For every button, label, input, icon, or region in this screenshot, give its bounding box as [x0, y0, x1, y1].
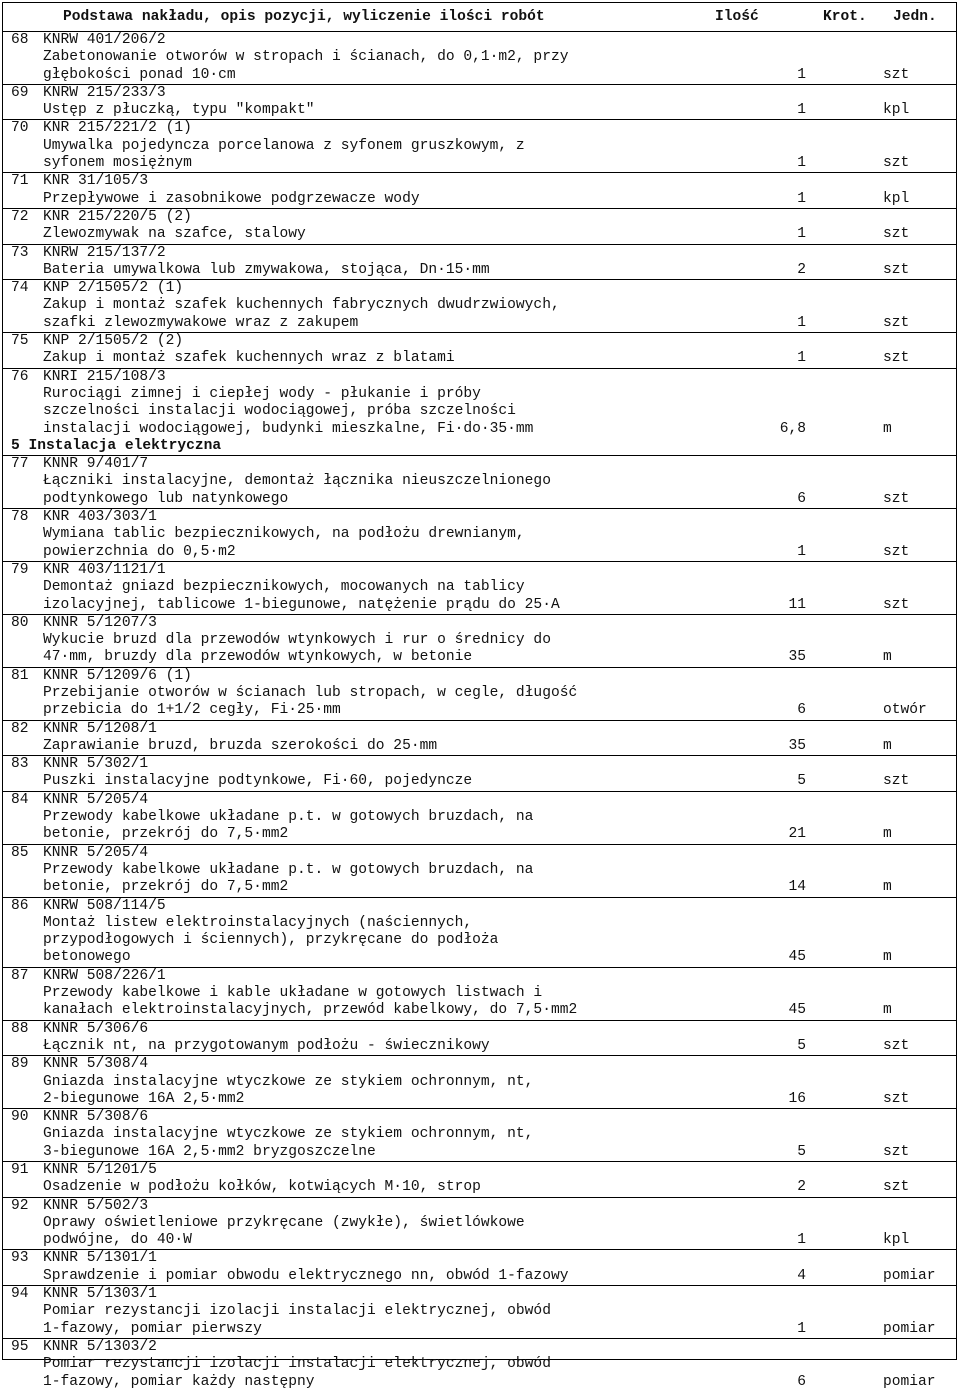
table-row — [3, 32, 956, 85]
item-number: 78 — [11, 509, 29, 526]
item-quantity: 1 — [797, 226, 806, 243]
item-number: 83 — [11, 756, 29, 773]
table-row — [3, 509, 956, 562]
item-description: Łącznik nt, na przygotowanym podłożu - świecznikowy — [43, 1037, 490, 1054]
item-description: głębokości ponad 10·cm — [43, 66, 236, 83]
item-number: 76 — [11, 368, 29, 385]
table-row — [3, 456, 956, 509]
item-unit: kpl — [883, 1232, 910, 1249]
item-description: Oprawy oświetleniowe przykręcane (zwykłe), świetlówkowe — [43, 1214, 525, 1231]
item-code: KNNR 5/502/3 — [43, 1197, 149, 1214]
cost-estimate-table — [2, 2, 957, 1390]
item-description: Zaprawianie bruzd, bruzda szerokości do 25·mm — [43, 737, 438, 754]
item-number: 88 — [11, 1020, 29, 1037]
item-quantity: 6 — [797, 702, 806, 719]
item-unit: szt — [883, 1179, 910, 1196]
item-unit: szt — [883, 1090, 910, 1107]
item-unit: pomiar — [883, 1373, 936, 1390]
item-description: 1-fazowy, pomiar pierwszy — [43, 1320, 262, 1337]
item-number: 71 — [11, 173, 29, 190]
table-row — [3, 756, 956, 792]
item-unit: szt — [883, 261, 910, 278]
item-quantity: 6,8 — [779, 420, 806, 437]
item-quantity: 1 — [797, 155, 806, 172]
item-number: 68 — [11, 32, 29, 48]
item-description: 1-fazowy, pomiar każdy następny — [43, 1373, 315, 1390]
item-description: 2-biegunowe 16A 2,5·mm2 — [43, 1090, 245, 1107]
item-description: Ustęp z płuczką, typu "kompakt" — [43, 102, 315, 119]
item-code: KNNR 5/1201/5 — [43, 1162, 157, 1178]
table-row — [3, 1339, 956, 1391]
item-unit: szt — [883, 1037, 910, 1054]
header-multiplier: Krot. — [823, 9, 867, 25]
item-description: izolacyjnej, tablicowe 1-biegunowe, natężenie prądu do 25·A — [43, 596, 560, 613]
item-number: 82 — [11, 720, 29, 737]
item-number: 75 — [11, 333, 29, 350]
item-description: Wymiana tablic bezpiecznikowych, na podłożu drewnianym, — [43, 526, 525, 543]
item-quantity: 4 — [797, 1267, 806, 1284]
item-description: Gniazda instalacyjne wtyczkowe ze stykiem ochronnym, nt, — [43, 1126, 534, 1143]
item-number: 69 — [11, 84, 29, 101]
item-code: KNNR 5/306/6 — [43, 1020, 149, 1037]
item-unit: m — [883, 879, 892, 896]
item-quantity: 45 — [788, 949, 806, 966]
item-description: kanałach elektroinstalacyjnych, przewód kabelkowy, do 7,5·mm2 — [43, 1002, 578, 1019]
item-code: KNNR 5/1303/2 — [43, 1338, 157, 1355]
item-description: Przewody kabelkowe układane p.t. w gotowych bruzdach, na — [43, 861, 534, 878]
table-row — [3, 85, 956, 121]
item-number: 70 — [11, 120, 29, 137]
item-unit: szt — [883, 490, 910, 507]
item-code: KNR 215/221/2 (1) — [43, 120, 192, 137]
table-row — [3, 280, 956, 333]
item-quantity: 35 — [788, 737, 806, 754]
item-number: 77 — [11, 456, 29, 473]
item-quantity: 16 — [788, 1090, 806, 1107]
item-unit: m — [883, 649, 892, 666]
rows-plumbing — [3, 32, 956, 438]
item-code: KNR 403/1121/1 — [43, 561, 166, 578]
item-code: KNNR 5/1209/6 (1) — [43, 667, 192, 684]
item-code: KNNR 5/1208/1 — [43, 720, 157, 737]
item-description: podtynkowego lub natynkowego — [43, 490, 289, 507]
item-unit: m — [883, 826, 892, 843]
rows-electrical — [3, 456, 956, 1391]
header-description: Podstawa nakładu, opis pozycji, wyliczenie ilości robót — [63, 9, 545, 25]
item-description: Zabetonowanie otworów w stropach i ścianach, do 0,1·m2, przy — [43, 49, 569, 66]
item-description: syfonem mosiężnym — [43, 155, 192, 172]
table-row — [3, 1056, 956, 1109]
item-description: Pomiar rezystancji izolacji instalacji elektrycznej, obwód — [43, 1303, 551, 1320]
item-unit: kpl — [883, 102, 910, 119]
table-row — [3, 792, 956, 845]
item-code: KNNR 5/302/1 — [43, 756, 149, 773]
table-row — [3, 1198, 956, 1251]
item-description: Przepływowe i zasobnikowe podgrzewacze wody — [43, 190, 420, 207]
item-code: KNP 2/1505/2 (1) — [43, 280, 184, 297]
item-description: Wykucie bruzd dla przewodów wtynkowych i rur o średnicy do — [43, 632, 551, 649]
item-description: betonowego — [43, 949, 131, 966]
item-unit: pomiar — [883, 1320, 936, 1337]
table-row — [3, 245, 956, 281]
item-number: 87 — [11, 967, 29, 984]
item-number: 72 — [11, 208, 29, 225]
item-code: KNR 403/303/1 — [43, 509, 157, 526]
item-description: Puszki instalacyjne podtynkowe, Fi·60, pojedyncze — [43, 773, 473, 790]
item-description: podwójne, do 40·W — [43, 1232, 192, 1249]
item-description: betonie, przekrój do 7,5·mm2 — [43, 826, 289, 843]
item-number: 74 — [11, 280, 29, 297]
item-code: KNRW 215/137/2 — [43, 244, 166, 261]
item-quantity: 1 — [797, 1232, 806, 1249]
item-description: Przewody kabelkowe układane p.t. w gotowych bruzdach, na — [43, 809, 534, 826]
item-quantity: 5 — [797, 1037, 806, 1054]
header-quantity: Ilość — [715, 9, 759, 25]
item-code: KNR 215/220/5 (2) — [43, 208, 192, 225]
item-code: KNNR 5/308/6 — [43, 1109, 149, 1126]
item-description: instalacji wodociągowej, budynki mieszkalne, Fi·do·35·mm — [43, 420, 534, 437]
item-description: Zakup i montaż szafek kuchennych fabrycznych dwudrzwiowych, — [43, 297, 560, 314]
item-unit: m — [883, 737, 892, 754]
table-row — [3, 173, 956, 209]
item-description: Łączniki instalacyjne, demontaż łącznika nieuszczelnionego — [43, 473, 551, 490]
item-number: 94 — [11, 1286, 29, 1303]
section-heading: 5 Instalacja elektryczna — [3, 438, 956, 456]
table-row — [3, 1162, 956, 1198]
table-row — [3, 209, 956, 245]
item-quantity: 11 — [788, 596, 806, 613]
table-row — [3, 968, 956, 1021]
item-unit: otwór — [883, 702, 927, 719]
item-description: przebicia do 1+1/2 cegły, Fi·25·mm — [43, 702, 341, 719]
item-number: 95 — [11, 1338, 29, 1355]
table-row — [3, 333, 956, 369]
item-code: KNRW 401/206/2 — [43, 32, 166, 48]
item-description: szczelności instalacji wodociągowej, próba szczelności — [43, 403, 516, 420]
item-code: KNNR 5/1301/1 — [43, 1250, 157, 1267]
item-code: KNRW 215/233/3 — [43, 84, 166, 101]
item-number: 86 — [11, 897, 29, 914]
item-unit: szt — [883, 66, 910, 83]
item-quantity: 2 — [797, 261, 806, 278]
item-description: Umywalka pojedyncza porcelanowa z syfonem gruszkowym, z — [43, 137, 525, 154]
item-quantity: 1 — [797, 543, 806, 560]
item-quantity: 6 — [797, 490, 806, 507]
table-header — [3, 3, 956, 32]
item-description: Rurociągi zimnej i ciepłej wody - płukanie i próby — [43, 385, 481, 402]
item-unit: m — [883, 1002, 892, 1019]
table-row — [3, 845, 956, 898]
item-description: szafki zlewozmywakowe wraz z zakupem — [43, 314, 359, 331]
item-unit: m — [883, 420, 892, 437]
item-number: 79 — [11, 561, 29, 578]
item-description: Przebijanie otworów w ścianach lub stropach, w cegle, długość — [43, 684, 578, 701]
item-code: KNRI 215/108/3 — [43, 368, 166, 385]
item-description: Demontaż gniazd bezpiecznikowych, mocowanych na tablicy — [43, 579, 525, 596]
item-quantity: 35 — [788, 649, 806, 666]
item-code: KNRW 508/114/5 — [43, 897, 166, 914]
item-code: KNNR 9/401/7 — [43, 456, 149, 473]
item-quantity: 6 — [797, 1373, 806, 1390]
item-description: Przewody kabelkowe i kable układane w gotowych listwach i — [43, 985, 543, 1002]
item-code: KNP 2/1505/2 (2) — [43, 333, 184, 350]
item-unit: szt — [883, 543, 910, 560]
item-number: 89 — [11, 1056, 29, 1073]
item-unit: m — [883, 949, 892, 966]
item-unit: szt — [883, 314, 910, 331]
item-quantity: 45 — [788, 1002, 806, 1019]
table-row — [3, 369, 956, 438]
item-code: KNNR 5/1303/1 — [43, 1286, 157, 1303]
item-unit: szt — [883, 1143, 910, 1160]
item-code: KNNR 5/205/4 — [43, 844, 149, 861]
table-row — [3, 1250, 956, 1286]
item-description: Gniazda instalacyjne wtyczkowe ze stykiem ochronnym, nt, — [43, 1073, 534, 1090]
item-unit: kpl — [883, 190, 910, 207]
item-description: Osadzenie w podłożu kołków, kotwiących M·10, strop — [43, 1179, 481, 1196]
item-number: 93 — [11, 1250, 29, 1267]
item-description: 3-biegunowe 16A 2,5·mm2 bryzgoszczelne — [43, 1143, 376, 1160]
item-quantity: 5 — [797, 773, 806, 790]
item-quantity: 1 — [797, 1320, 806, 1337]
item-number: 73 — [11, 244, 29, 261]
table-row — [3, 1021, 956, 1057]
item-quantity: 2 — [797, 1179, 806, 1196]
item-quantity: 1 — [797, 314, 806, 331]
item-unit: szt — [883, 773, 910, 790]
table-row — [3, 721, 956, 757]
item-description: powierzchnia do 0,5·m2 — [43, 543, 236, 560]
item-number: 91 — [11, 1162, 29, 1178]
item-code: KNNR 5/308/4 — [43, 1056, 149, 1073]
table-row — [3, 562, 956, 615]
item-description: 47·mm, bruzdy dla przewodów wtynkowych, w betonie — [43, 649, 473, 666]
item-number: 81 — [11, 667, 29, 684]
item-code: KNR 31/105/3 — [43, 173, 149, 190]
item-description: przypodłogowych i ściennych), przykręcane do podłoża — [43, 932, 499, 949]
item-number: 85 — [11, 844, 29, 861]
table-row — [3, 120, 956, 173]
item-description: Sprawdzenie i pomiar obwodu elektrycznego nn, obwód 1-fazowy — [43, 1267, 569, 1284]
table-row — [3, 1286, 956, 1339]
item-quantity: 1 — [797, 190, 806, 207]
item-unit: szt — [883, 226, 910, 243]
table-row — [3, 668, 956, 721]
item-quantity: 21 — [788, 826, 806, 843]
item-description: Zakup i montaż szafek kuchennych wraz z blatami — [43, 350, 455, 367]
item-unit: szt — [883, 155, 910, 172]
table-row — [3, 615, 956, 668]
item-description: Montaż listew elektroinstalacyjnych (naściennych, — [43, 914, 473, 931]
item-description: betonie, przekrój do 7,5·mm2 — [43, 879, 289, 896]
item-description: Zlewozmywak na szafce, stalowy — [43, 226, 306, 243]
item-quantity: 1 — [797, 350, 806, 367]
table-row — [3, 898, 956, 968]
item-number: 90 — [11, 1109, 29, 1126]
item-code: KNNR 5/205/4 — [43, 791, 149, 808]
item-number: 92 — [11, 1197, 29, 1214]
item-quantity: 1 — [797, 102, 806, 119]
item-code: KNRW 508/226/1 — [43, 967, 166, 984]
item-quantity: 1 — [797, 66, 806, 83]
item-quantity: 14 — [788, 879, 806, 896]
item-number: 80 — [11, 614, 29, 631]
item-code: KNNR 5/1207/3 — [43, 614, 157, 631]
item-description: Bateria umywalkowa lub zmywakowa, stojąca, Dn·15·mm — [43, 261, 490, 278]
item-number: 84 — [11, 791, 29, 808]
item-description: Pomiar rezystancji izolacji instalacji elektrycznej, obwód — [43, 1356, 551, 1373]
header-unit: Jedn. — [893, 9, 937, 25]
item-unit: pomiar — [883, 1267, 936, 1284]
item-quantity: 5 — [797, 1143, 806, 1160]
item-unit: szt — [883, 596, 910, 613]
item-unit: szt — [883, 350, 910, 367]
table-row — [3, 1109, 956, 1162]
